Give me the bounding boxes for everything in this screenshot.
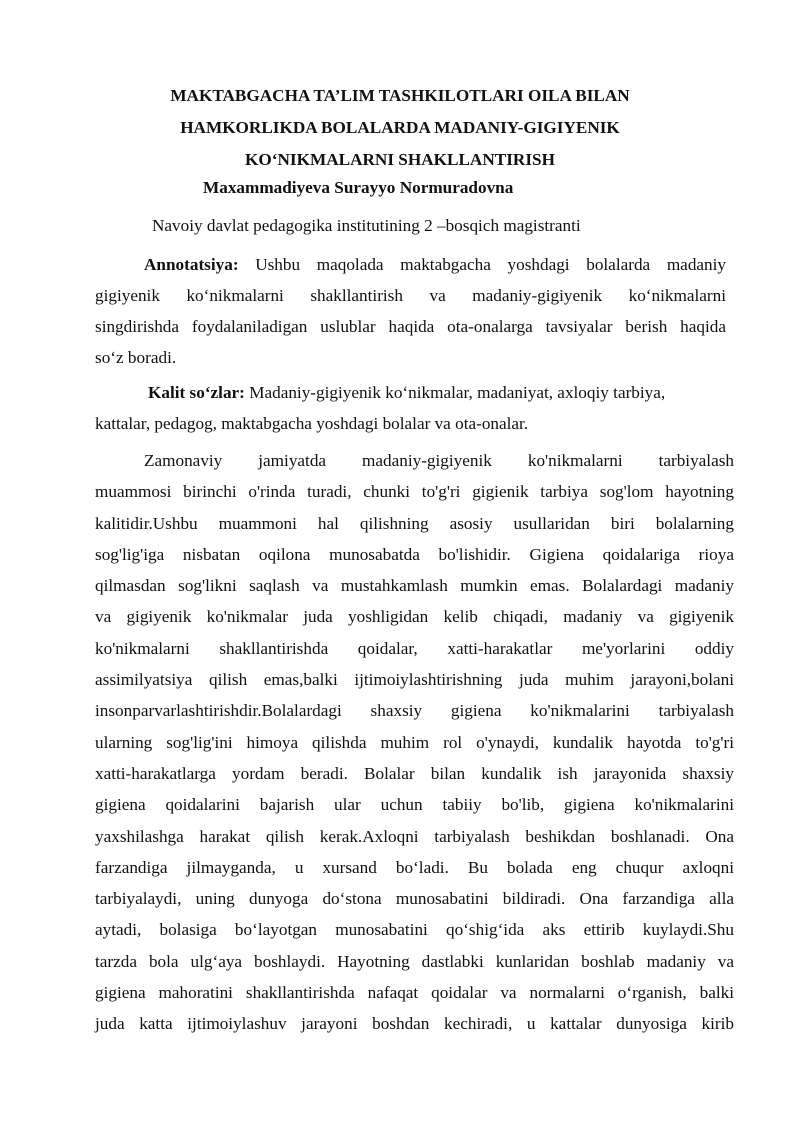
body-line: sog'lig'iga nisbatan oqilona munosabatda bo'lishidir. Gigiena qoidalariga rioya	[95, 544, 734, 564]
keywords-label: Kalit so‘zlar:	[148, 383, 245, 402]
body-line: yaxshilashga harakat qilish kerak.Axloqni tarbiyalash beshikdan boshlanadi. Ona	[95, 826, 734, 846]
body-line: gigiena qoidalarini bajarish ular uchun tabiiy bo'lib, gigiena ko'nikmalarini	[95, 795, 734, 815]
body-line: muammosi birinchi o'rinda turadi, chunki to'g'ri gigienik tarbiya sog'lom hayotning	[95, 482, 734, 502]
annotation-paragraph	[95, 249, 726, 373]
title-line-1: MAKTABGACHA TA’LIM TASHKILOTLARI OILA BILAN	[170, 86, 630, 105]
author-affiliation: Navoiy davlat pedagogika institutining 2 –bosqich magistranti	[152, 216, 581, 235]
body-line: va gigiyenik ko'nikmalar juda yoshligidan kelib chiqadi, madaniy va gigiyenik	[95, 607, 734, 627]
keywords-line-2: kattalar, pedagog, maktabgacha yoshdagi bolalar va ota-onalar.	[95, 414, 529, 433]
annotation-line-2: gigiyenik ko‘nikmalarni shakllantirish va madaniy-gigiyenik ko‘nikmalarni	[95, 286, 726, 305]
keywords-line-1: Kalit so‘zlar: Madaniy-gigiyenik ko‘nikmalar, madaniyat, axloqiy tarbiya,	[148, 383, 666, 402]
body-line: kalitidir.Ushbu muammoni hal qilishning asosiy usullaridan biri bolalarning	[95, 513, 734, 533]
author-name: Maxammadiyeva Surayyo Normuradovna	[203, 178, 514, 197]
body-line: farzandiga jilmayganda, u xursand bo‘ladi. Bu bolada eng chuqur axloqni	[95, 857, 734, 877]
annotation-label: Annotatsiya:	[144, 255, 239, 274]
body-paragraph	[95, 445, 734, 1040]
body-line: tarzda bola ulg‘aya boshlaydi. Hayotning dastlabki kunlaridan boshlab madaniy va	[95, 951, 734, 971]
annotation-line-1: Annotatsiya: Ushbu maqolada maktabgacha yoshdagi bolalarda madaniy	[144, 255, 726, 274]
title-line-3: KO‘NIKMALARNI SHAKLLANTIRISH	[245, 150, 555, 169]
body-line: assimilyatsiya qilish emas,balki ijtimoiylashtirishning juda muhim jarayoni,bolani	[95, 670, 734, 690]
body-line: ularning sog'lig'ini himoya qilishda muhim rol o'ynaydi, kundalik hayotda to'g'ri	[95, 732, 734, 752]
body-line: ko'nikmalarni shakllantirishda qoidalar, xatti-harakatlar me'yorlarini oddiy	[95, 638, 734, 658]
annotation-line-3: singdirishda foydalaniladigan uslublar haqida ota-onalarga tavsiyalar berish haqida	[95, 317, 726, 336]
body-line: insonparvarlashtirishdir.Bolalardagi shaxsiy gigiena ko'nikmalarini tarbiyalash	[95, 701, 734, 721]
body-line: qilmasdan sog'likni saqlash va mustahkamlash mumkin emas. Bolalardagi madaniy	[95, 576, 734, 596]
body-line: aytadi, bolasiga bo‘layotgan munosabatini qo‘shig‘ida aks ettirib kuylaydi.Shu	[95, 920, 734, 940]
body-line: tarbiyalaydi, uning dunyoga do‘stona munosabatini bildiradi. Ona farzandiga alla	[95, 889, 734, 909]
keywords-paragraph	[95, 377, 726, 439]
body-line: gigiena mahoratini shakllantirishda nafaqat qoidalar va normalarni o‘rganish, balki	[95, 983, 734, 1003]
title-line-2: HAMKORLIKDA BOLALARDA MADANIY-GIGIYENIK	[180, 118, 620, 137]
body-line: xatti-harakatlarga yordam beradi. Bolalar bilan kundalik ish jarayonida shaxsiy	[95, 763, 734, 783]
body-line: Zamonaviy jamiyatda madaniy-gigiyenik ko'nikmalarni tarbiyalash	[144, 451, 734, 470]
annotation-line-4: so‘z boradi.	[95, 348, 177, 367]
body-line: juda katta ijtimoiylashuv jarayoni boshdan kechiradi, u kattalar dunyosiga kirib	[95, 1014, 734, 1034]
